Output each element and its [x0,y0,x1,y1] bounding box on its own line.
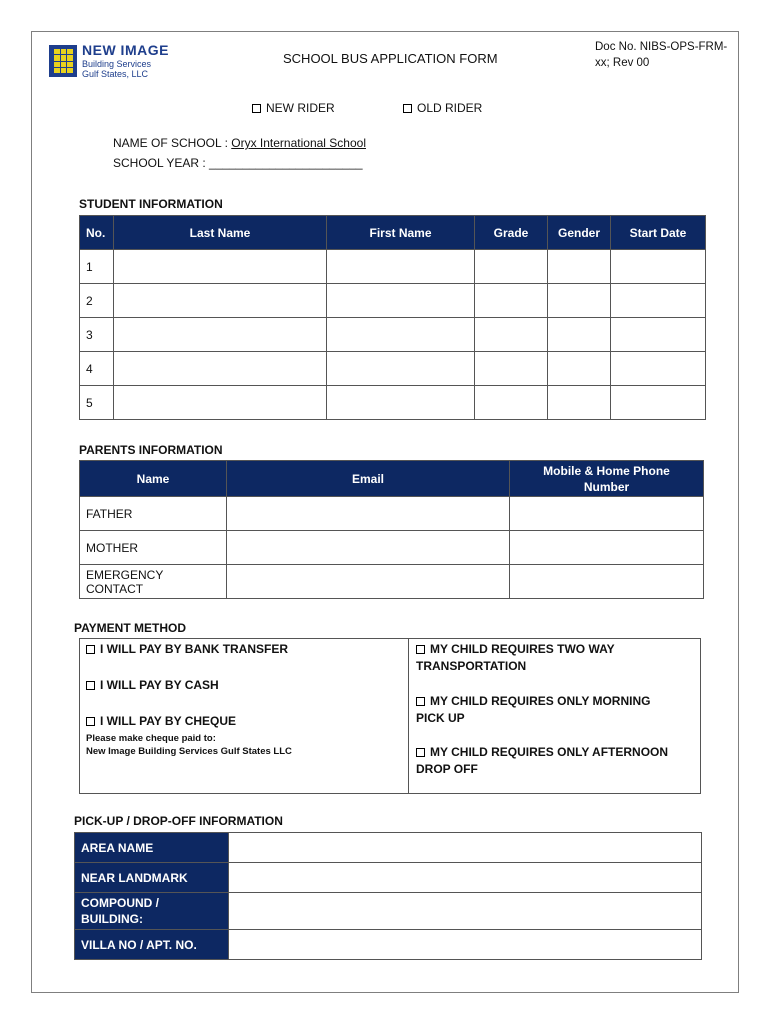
row-number: 5 [80,386,114,420]
col-start-date: Start Date [611,216,706,250]
compound-building-label [75,893,229,930]
cheque-note [86,732,292,758]
table-row [75,893,702,930]
new-rider-option[interactable] [252,101,335,115]
gender-cell[interactable] [548,318,611,352]
gender-cell[interactable] [548,352,611,386]
parents-header-row [80,461,704,497]
gender-cell[interactable] [548,250,611,284]
gender-cell[interactable] [548,386,611,420]
grade-cell[interactable] [475,386,548,420]
morning-only-label-line2: PICK UP [416,711,465,725]
col-parent-phone-line2: Number [583,479,630,494]
school-year-line [113,156,363,170]
cash-checkbox[interactable] [86,681,95,690]
logo-grid-icon [54,49,73,73]
logo-subtitle-2: Gulf States, LLC [82,69,149,79]
school-year-label: SCHOOL YEAR : [113,156,206,170]
doc-number-line2: xx; Rev 00 [595,57,650,69]
cheque-label: I WILL PAY BY CHEQUE [100,714,237,728]
table-row [75,930,702,960]
grade-cell[interactable] [475,250,548,284]
grade-cell[interactable] [475,352,548,386]
old-rider-checkbox[interactable] [403,104,412,113]
grade-cell[interactable] [475,284,548,318]
phone-cell[interactable] [510,565,704,599]
afternoon-only-option[interactable] [416,744,668,778]
morning-only-option[interactable] [416,693,650,727]
cheque-checkbox[interactable] [86,717,95,726]
afternoon-only-label: MY CHILD REQUIRES ONLY AFTERNOON [430,745,669,759]
afternoon-only-checkbox[interactable] [416,748,425,757]
school-name-line [113,136,366,150]
table-row [80,497,704,531]
area-name-field[interactable] [229,833,702,863]
new-rider-checkbox[interactable] [252,104,261,113]
last-name-cell[interactable] [114,250,327,284]
villa-no-label: VILLA NO / APT. NO. [75,930,229,960]
start-date-cell[interactable] [611,386,706,420]
two-way-checkbox[interactable] [416,645,425,654]
table-row [80,318,706,352]
email-cell[interactable] [227,531,510,565]
col-last-name: Last Name [114,216,327,250]
table-row [75,833,702,863]
first-name-cell[interactable] [327,250,475,284]
col-no: No. [80,216,114,250]
cheque-note-line2: New Image Building Services Gulf States LLC [86,746,292,757]
table-row [80,250,706,284]
col-parent-phone [510,461,704,497]
row-number: 2 [80,284,114,318]
morning-only-checkbox[interactable] [416,697,425,706]
first-name-cell[interactable] [327,284,475,318]
first-name-cell[interactable] [327,386,475,420]
cheque-option[interactable] [86,713,236,730]
cash-label: I WILL PAY BY CASH [100,678,219,692]
school-year-field[interactable]: _______________________ [209,156,363,170]
table-row [80,386,706,420]
bank-transfer-option[interactable] [86,641,288,658]
start-date-cell[interactable] [611,250,706,284]
table-row [80,565,704,599]
school-name-label: NAME OF SCHOOL : [113,136,228,150]
morning-only-label: MY CHILD REQUIRES ONLY MORNING [430,694,651,708]
logo-subtitle-1: Building Services [82,59,152,69]
payment-divider [408,638,409,794]
start-date-cell[interactable] [611,352,706,386]
last-name-cell[interactable] [114,352,327,386]
payment-section-title: PAYMENT METHOD [74,621,187,635]
table-row [80,352,706,386]
col-gender: Gender [548,216,611,250]
table-row [80,531,704,565]
two-way-option[interactable] [416,641,615,675]
start-date-cell[interactable] [611,284,706,318]
mother-label: MOTHER [80,531,227,565]
two-way-label: MY CHILD REQUIRES TWO WAY [430,642,615,656]
pickup-section-title: PICK-UP / DROP-OFF INFORMATION [74,814,283,828]
last-name-cell[interactable] [114,386,327,420]
parents-table [79,460,704,599]
near-landmark-label: NEAR LANDMARK [75,863,229,893]
two-way-label-line2: TRANSPORTATION [416,659,527,673]
start-date-cell[interactable] [611,318,706,352]
last-name-cell[interactable] [114,318,327,352]
student-header-row [80,216,706,250]
student-table [79,215,706,420]
old-rider-option[interactable] [403,101,482,115]
col-first-name: First Name [327,216,475,250]
bank-transfer-checkbox[interactable] [86,645,95,654]
col-parent-name: Name [80,461,227,497]
pickup-table [74,832,702,960]
grade-cell[interactable] [475,318,548,352]
row-number: 3 [80,318,114,352]
emergency-contact-label: EMERGENCY CONTACT [80,565,227,599]
col-parent-email: Email [227,461,510,497]
doc-number [595,39,727,71]
table-row [75,863,702,893]
row-number: 4 [80,352,114,386]
row-number: 1 [80,250,114,284]
compound-building-field[interactable] [229,893,702,930]
col-grade: Grade [475,216,548,250]
last-name-cell[interactable] [114,284,327,318]
form-title: SCHOOL BUS APPLICATION FORM [283,51,498,66]
compound-building-label-line2: BUILDING: [81,912,143,926]
gender-cell[interactable] [548,284,611,318]
compound-building-label-line1: COMPOUND / [81,896,159,910]
cash-option[interactable] [86,677,219,694]
cheque-note-line1: Please make cheque paid to: [86,733,216,744]
villa-no-field[interactable] [229,930,702,960]
new-rider-label: NEW RIDER [266,101,335,115]
father-label: FATHER [80,497,227,531]
old-rider-label: OLD RIDER [417,101,483,115]
afternoon-only-label-line2: DROP OFF [416,762,478,776]
email-cell[interactable] [227,565,510,599]
phone-cell[interactable] [510,531,704,565]
bank-transfer-label: I WILL PAY BY BANK TRANSFER [100,642,289,656]
table-row [80,284,706,318]
school-name-value[interactable]: Oryx International School [231,136,366,150]
parents-section-title: PARENTS INFORMATION [79,443,223,457]
doc-number-line1: Doc No. NIBS-OPS-FRM- [595,41,728,53]
first-name-cell[interactable] [327,352,475,386]
student-section-title: STUDENT INFORMATION [79,197,223,211]
email-cell[interactable] [227,497,510,531]
area-name-label: AREA NAME [75,833,229,863]
near-landmark-field[interactable] [229,863,702,893]
first-name-cell[interactable] [327,318,475,352]
col-parent-phone-line1: Mobile & Home Phone [543,463,670,478]
logo-title: NEW IMAGE [82,42,169,58]
phone-cell[interactable] [510,497,704,531]
